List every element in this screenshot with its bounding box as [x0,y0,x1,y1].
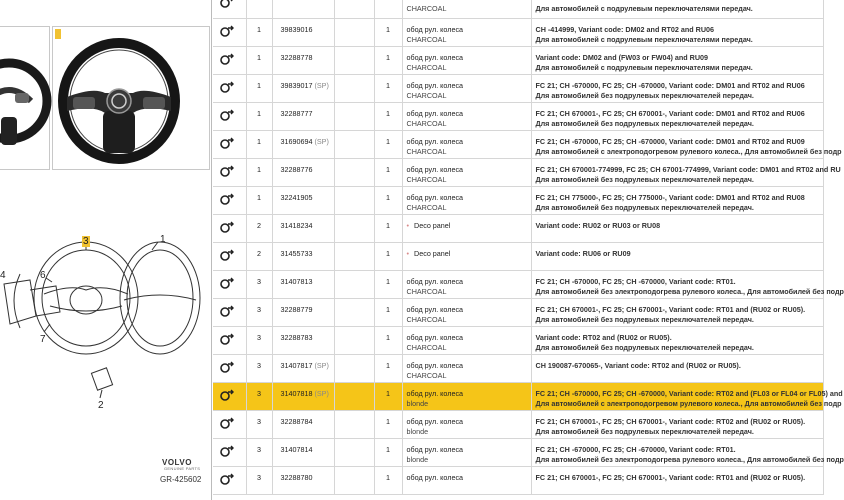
qty-cell: 3 [246,270,272,298]
table-row[interactable] [213,46,823,74]
name-cell [402,326,531,354]
part-number-cell[interactable] [272,242,334,270]
name-cell [402,214,531,242]
part-number[interactable]: 31407813 [280,276,313,286]
sp-cell [334,186,374,214]
part-number-cell[interactable] [272,466,334,494]
wheel-link-icon[interactable] [220,221,234,233]
qty2-cell: 1 [374,354,402,382]
note-cell [531,438,844,466]
table-row[interactable] [213,74,823,102]
part-color: CHARCOAL [406,314,447,324]
part-number-cell[interactable] [272,438,334,466]
row-icon-cell[interactable] [213,354,246,382]
part-name: обод рул. колеса [406,136,464,146]
qty-cell: 3 [246,354,272,382]
note-cell [531,242,823,270]
table-row[interactable] [213,242,823,270]
part-color: CHARCOAL [406,90,447,100]
part-name: обод рул. колеса [406,276,464,286]
part-number-cell[interactable] [272,214,334,242]
part-number[interactable]: 31407818 [280,388,313,398]
name-cell [402,242,531,270]
part-number-cell[interactable] [272,46,334,74]
row-icon-cell[interactable] [213,298,246,326]
sp-badge: (SP) [314,360,329,370]
wheel-link-icon[interactable] [220,81,234,93]
note-line-1: FC 21; CH 670001-, FC 25; CH 670001-, Variant code: RT01 and (RU02 or RU05). [535,304,806,314]
part-number[interactable]: 39839016 [280,24,313,34]
part-number[interactable]: 31407817 [280,360,313,370]
sp-cell [334,18,374,46]
table-row[interactable] [213,270,823,298]
row-icon-cell[interactable] [213,186,246,214]
wheel-link-icon[interactable] [220,109,234,121]
thumbnail-row [0,26,212,172]
note-line-1: FC 21; CH 775000-, FC 25; CH 775000-, Variant code: DM01 and RT02 and RU08 [535,192,805,202]
callout-7[interactable]: 7 [40,334,46,345]
qty-cell: 3 [246,382,272,410]
sp-cell [334,270,374,298]
part-name: Deco panel [414,220,451,230]
name-cell [402,466,531,494]
note-line-1: Для автомобилей с подрулевым переключателями передач. [535,4,753,13]
wheel-link-icon[interactable] [220,165,234,177]
note-line-1: Variant code: RT02 and (RU02 or RU05). [535,332,672,342]
note-cell [531,46,823,74]
wheel-link-icon[interactable] [220,389,234,401]
row-icon-cell[interactable] [213,214,246,242]
part-color: blonde [406,426,429,436]
part-color: blonde [406,454,429,464]
part-number[interactable]: 31690694 [280,136,313,146]
part-number-cell[interactable] [272,102,334,130]
sp-cell [334,214,374,242]
note-line-1: CH -414999, Variant code: DM02 and RT02 and RU06 [535,24,715,34]
name-cell [402,410,531,438]
qty-cell: 1 [246,18,272,46]
bullet-icon: • [406,220,410,230]
steering-wheel-image [53,27,211,171]
qty2-cell: 1 [374,102,402,130]
note-line-1: FC 21; CH -670000, FC 25; CH -670000, Variant code: RT01. [535,276,736,286]
wheel-link-icon[interactable] [220,193,234,205]
sp-badge: (SP) [314,80,329,90]
note-line-2: Для автомобилей без подрулевых переключателей передач. [535,426,754,436]
table-row[interactable] [213,410,823,438]
wheel-link-icon[interactable] [220,417,234,429]
name-cell [402,46,531,74]
note-line-1: Variant code: DM02 and (FW03 or FW04) and RU09 [535,52,709,62]
part-name: Deco panel [414,248,451,258]
qty2-cell: 1 [374,74,402,102]
note-line-2: Для автомобилей без подрулевых переключателей передач. [535,118,754,128]
part-number[interactable]: 32288783 [280,332,313,342]
part-color: CHARCOAL [406,118,447,128]
part-name: обод рул. колеса [406,80,464,90]
row-icon-cell[interactable] [213,438,246,466]
note-cell [531,270,844,298]
name-cell [402,102,531,130]
note-cell [531,18,823,46]
part-number[interactable]: 32288779 [280,304,313,314]
note-cell [531,186,823,214]
table-row[interactable] [213,102,823,130]
row-icon-cell[interactable] [213,0,246,18]
part-number-cell[interactable] [272,18,334,46]
table-row[interactable] [213,18,823,46]
note-line-1: FC 21; CH 670001-, FC 25; CH 670001-, Variant code: DM01 and RT02 and RU06 [535,108,805,118]
part-number-cell[interactable] [272,354,334,382]
part-name: обод рул. колеса [406,332,464,342]
row-icon-cell[interactable] [213,382,246,410]
brand-subtitle: GENUINE PARTS [164,466,201,471]
part-number[interactable]: 32288780 [280,472,313,482]
table-row[interactable] [213,0,823,18]
qty-cell: 2 [246,242,272,270]
sp-cell [334,298,374,326]
table-row[interactable] [213,382,823,410]
part-number[interactable]: 31418234 [280,220,313,230]
name-cell [402,186,531,214]
note-cell [531,74,823,102]
parts-table [213,0,844,495]
part-name: обод рул. колеса [406,416,464,426]
sp-cell [334,74,374,102]
note-line-1: FC 21; CH -670000, FC 25; CH -670000, Variant code: RT02 and (FL03 or FL04 or FL05) and [535,388,843,398]
qty-cell: 1 [246,102,272,130]
qty2-cell: 1 [374,438,402,466]
qty2-cell: 1 [374,326,402,354]
part-number-cell [272,0,334,18]
part-color: CHARCOAL [406,370,447,380]
part-number-cell[interactable] [272,74,334,102]
row-icon-cell[interactable] [213,102,246,130]
sp-cell [334,0,374,18]
sp-cell [334,102,374,130]
note-cell [531,466,823,494]
note-line-2: Для автомобилей без подрулевых переключателей передач. [535,202,754,212]
part-name: обод рул. колеса [406,444,464,454]
note-line-1: FC 21; CH -670000, FC 25; CH -670000, Variant code: RT01. [535,444,736,454]
part-number-cell[interactable] [272,130,334,158]
qty2-cell: 1 [374,18,402,46]
table-row[interactable] [213,354,823,382]
note-cell [531,102,823,130]
sp-cell [334,438,374,466]
part-name: обод рул. колеса [406,108,464,118]
part-name: обод рул. колеса [406,192,464,202]
brand-logo: VOLVO [162,458,192,467]
callout-6[interactable]: 6 [40,270,46,281]
diagram-panel [0,0,212,500]
part-number[interactable]: 32288776 [280,164,313,174]
part-color: CHARCOAL [406,174,447,184]
thumbnail-steering-wheel-2[interactable] [52,26,210,170]
sp-cell [334,466,374,494]
note-cell [531,158,841,186]
qty2-cell: 1 [374,298,402,326]
qty2-cell: 1 [374,186,402,214]
note-line-2: Для автомобилей с электроподогревом рулевого колеса., Для автомобилей без подр [535,398,842,408]
note-cell [531,0,823,18]
part-name: обод рул. колеса [406,360,464,370]
sp-cell [334,46,374,74]
table-row[interactable] [213,438,823,466]
note-cell [531,130,842,158]
name-cell [402,298,531,326]
sp-badge: (SP) [314,388,329,398]
name-cell [402,158,531,186]
part-number-cell[interactable] [272,326,334,354]
selected-marker [55,29,61,39]
wheel-link-icon[interactable] [220,53,234,65]
part-color: CHARCOAL [406,4,447,13]
note-line-1: FC 21; CH -670000, FC 25; CH -670000, Variant code: DM01 and RT02 and RU09 [535,136,805,146]
row-icon-cell[interactable] [213,46,246,74]
qty2-cell: 1 [374,214,402,242]
qty-cell: 2 [246,214,272,242]
note-cell [531,410,823,438]
wheel-link-icon[interactable] [220,473,234,485]
table-row[interactable] [213,186,823,214]
part-number[interactable]: 32288784 [280,416,313,426]
part-color: CHARCOAL [406,286,447,296]
sp-cell [334,158,374,186]
table-row[interactable] [213,326,823,354]
qty2-cell: 1 [374,466,402,494]
table-row[interactable] [213,298,823,326]
part-number[interactable]: 32241905 [280,192,313,202]
row-icon-cell[interactable] [213,466,246,494]
note-line-2: Для автомобилей без электроподогрева рулевого колеса., Для автомобилей без подр [535,454,844,464]
part-name: обод рул. колеса [406,304,464,314]
table-row[interactable] [213,158,823,186]
qty-cell: 3 [246,410,272,438]
name-cell [402,130,531,158]
qty-cell [246,0,272,18]
wheel-link-icon[interactable] [220,25,234,37]
note-line-1: Variant code: RU06 or RU09 [535,248,631,258]
sp-cell [334,354,374,382]
part-color: CHARCOAL [406,146,447,156]
callout-3[interactable]: 3 [83,236,89,247]
name-cell [402,354,531,382]
wheel-link-icon[interactable] [220,0,234,8]
part-name: обод рул. колеса [406,52,464,62]
qty2-cell [374,0,402,18]
qty2-cell: 1 [374,130,402,158]
note-line-2: Для автомобилей без подрулевых переключателей передач. [535,342,754,352]
note-line-2: Для автомобилей без подрулевых переключателей передач. [535,174,754,184]
note-line-1: FC 21; CH -670000, FC 25; CH -670000, Variant code: DM01 and RT02 and RU06 [535,80,805,90]
note-cell [531,382,843,410]
row-icon-cell[interactable] [213,410,246,438]
qty2-cell: 1 [374,46,402,74]
row-icon-cell[interactable] [213,74,246,102]
part-color: CHARCOAL [406,34,447,44]
sp-cell [334,326,374,354]
note-line-2: Для автомобилей с подрулевым переключателями передач. [535,62,753,72]
row-icon-cell[interactable] [213,158,246,186]
part-number-cell[interactable] [272,186,334,214]
diagram-reference: GR-425602 [160,475,202,484]
qty-cell: 3 [246,326,272,354]
note-cell [531,326,823,354]
row-icon-cell[interactable] [213,130,246,158]
sp-cell [334,130,374,158]
exploded-parts-diagram [0,220,212,450]
part-name: обод рул. колеса [406,388,464,398]
qty-cell: 1 [246,186,272,214]
steering-wheel-diagram [0,220,212,450]
part-name: обод рул. колеса [406,164,464,174]
callout-4[interactable]: 4 [0,270,6,281]
row-icon-cell[interactable] [213,326,246,354]
steering-wheel-image [0,27,51,171]
name-cell [402,0,531,18]
part-number[interactable]: 31407814 [280,444,313,454]
qty2-cell: 1 [374,242,402,270]
note-line-1: FC 21; CH 670001-, FC 25; CH 670001-, Variant code: RT02 and (RU02 or RU05). [535,416,806,426]
part-color: blonde [406,398,429,408]
table-row[interactable] [213,214,823,242]
part-name: обод рул. колеса [406,24,464,34]
part-number[interactable]: 32288777 [280,108,313,118]
part-name: обод рул. колеса [406,472,464,482]
sp-cell [334,410,374,438]
wheel-link-icon[interactable] [220,361,234,373]
part-color: CHARCOAL [406,62,447,72]
wheel-link-icon[interactable] [220,249,234,261]
note-line-2: Для автомобилей без подрулевых переключателей передач. [535,314,754,324]
wheel-link-icon[interactable] [220,277,234,289]
sp-cell [334,242,374,270]
note-line-1: CH 190087-670065-, Variant code: RT02 and (RU02 or RU05). [535,360,741,370]
wheel-link-icon[interactable] [220,305,234,317]
note-cell [531,214,823,242]
sp-cell [334,382,374,410]
qty-cell: 1 [246,46,272,74]
part-number-cell[interactable] [272,158,334,186]
table-row[interactable] [213,466,823,494]
part-number-cell[interactable] [272,298,334,326]
note-line-2: Для автомобилей без подрулевых переключателей передач. [535,90,754,100]
part-number[interactable]: 32288778 [280,52,313,62]
bullet-icon: • [406,248,410,258]
note-line-1: FC 21; CH 670001-, FC 25; CH 670001-, Variant code: RT01 and (RU02 or RU05). [535,472,806,482]
qty-cell: 1 [246,74,272,102]
thumbnail-steering-wheel-1[interactable] [0,26,50,170]
name-cell [402,270,531,298]
note-cell [531,298,823,326]
part-number[interactable]: 39839017 [280,80,313,90]
wheel-link-icon[interactable] [220,333,234,345]
callout-1[interactable]: 1 [160,234,166,245]
note-line-2: Для автомобилей с подрулевым переключателями передач. [535,34,753,44]
part-number[interactable]: 31455733 [280,248,313,258]
part-number-cell[interactable] [272,270,334,298]
qty-cell: 1 [246,158,272,186]
qty2-cell: 1 [374,410,402,438]
note-line-1: FC 21; CH 670001-774999, FC 25; CH 67001-774999, Variant code: DM01 and RT02 and RU [535,164,841,174]
qty-cell: 3 [246,298,272,326]
note-line-1: Variant code: RU02 or RU03 or RU08 [535,220,661,230]
qty-cell: 1 [246,130,272,158]
wheel-link-icon[interactable] [220,137,234,149]
note-cell [531,354,823,382]
note-line-2: Для автомобилей с электроподогревом рулевого колеса., Для автомобилей без подр [535,146,842,156]
qty2-cell: 1 [374,382,402,410]
name-cell [402,438,531,466]
part-color: CHARCOAL [406,342,447,352]
qty2-cell: 1 [374,158,402,186]
wheel-link-icon[interactable] [220,445,234,457]
part-number-cell[interactable] [272,382,334,410]
sp-badge: (SP) [314,136,329,146]
qty-cell: 3 [246,438,272,466]
part-number-cell[interactable] [272,410,334,438]
part-color: CHARCOAL [406,202,447,212]
row-icon-cell[interactable] [213,242,246,270]
name-cell [402,382,531,410]
row-icon-cell[interactable] [213,18,246,46]
note-line-2: Для автомобилей без электроподогрева рулевого колеса., Для автомобилей без подр [535,286,844,296]
name-cell [402,74,531,102]
table-row[interactable] [213,130,823,158]
name-cell [402,18,531,46]
qty-cell: 3 [246,466,272,494]
qty2-cell: 1 [374,270,402,298]
row-icon-cell[interactable] [213,270,246,298]
callout-2[interactable]: 2 [98,400,104,411]
